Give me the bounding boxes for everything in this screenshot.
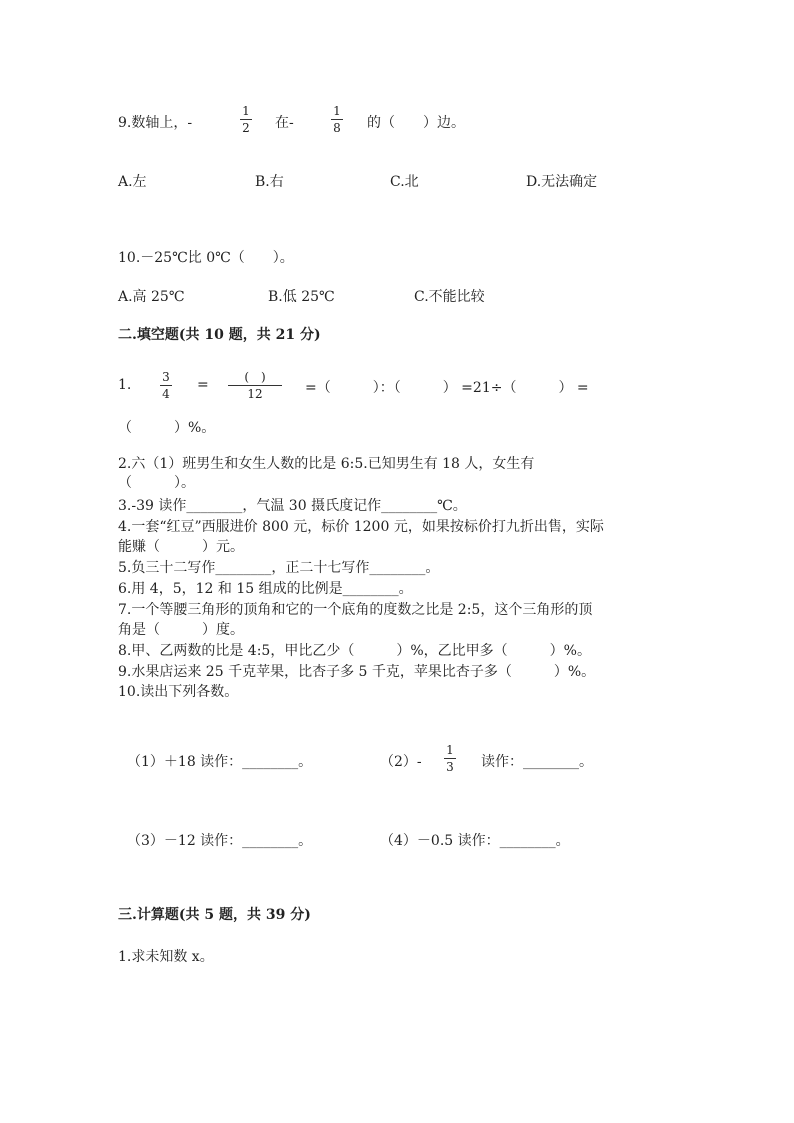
s2q1-equals: =	[197, 377, 209, 393]
s2q8: 8.甲、乙两数的比是 4:5，甲比乙少（ ）%，乙比甲多（ ）%。	[118, 643, 591, 659]
q9-fraction-half	[240, 104, 252, 135]
s2q6: 6.用 4，5，12 和 15 组成的比例是________。	[118, 581, 413, 597]
s2q1-prefix: 1.	[118, 377, 132, 393]
s2q1-frac2-num: ( )	[244, 370, 266, 384]
fraction-bar	[228, 385, 282, 386]
q9-option-a[interactable]: A.左	[118, 174, 147, 190]
section2-title: 二.填空题(共 10 题，共 21 分)	[118, 327, 321, 343]
q10-option-a[interactable]: A.高 25℃	[118, 289, 185, 305]
q9-fraction-eighth	[331, 104, 343, 135]
s2q3: 3.-39 读作________，气温 30 摄氏度记作________℃。	[118, 498, 467, 514]
s2q1-line2: （ ）%。	[118, 420, 216, 436]
s2q10-sub3: （3）－12 读作：________。	[127, 833, 313, 849]
s2q4-line1: 4.一套“红豆”西服进价 800 元，标价 1200 元，如果按标价打九折出售，实际	[118, 519, 604, 535]
q10-option-c[interactable]: C.不能比较	[414, 289, 485, 305]
s2q10: 10.读出下列各数。	[118, 684, 239, 700]
s2q10-sub1: （1）＋18 读作：________。	[127, 754, 313, 770]
q9-suffix: 的（ ）边。	[367, 115, 465, 131]
s2q2-line2: （ ）。	[118, 475, 195, 491]
section3-title: 三.计算题(共 5 题，共 39 分)	[118, 907, 311, 923]
fraction-bar	[160, 385, 172, 386]
s2q1-rest: =（ ）：（ ） =21÷（ ） =	[305, 380, 589, 396]
q10-text: 10.－25℃比 0℃（ ）。	[118, 250, 294, 266]
s2q9: 9.水果店运来 25 千克苹果，比杏子多 5 千克，苹果比杏子多（ ）%。	[118, 664, 596, 680]
q9-frac2-den: 8	[333, 121, 341, 135]
s2q1-fraction-three-quarters	[160, 370, 172, 401]
fraction-bar	[240, 119, 252, 120]
q9-option-c[interactable]: C.北	[390, 174, 419, 190]
s2q1-frac2-den: 12	[247, 387, 263, 401]
q9-frac1-num: 1	[242, 104, 250, 118]
fraction-bar	[331, 119, 343, 120]
s2q1-frac1-num: 3	[162, 370, 170, 384]
q10-option-b[interactable]: B.低 25℃	[268, 289, 335, 305]
q9-prefix: 9.数轴上，-	[118, 115, 193, 131]
s2q10-sub2-den: 3	[446, 760, 454, 774]
q9-option-b[interactable]: B.右	[255, 174, 284, 190]
q9-frac1-den: 2	[242, 121, 250, 135]
s2q1-fraction-blank-twelfths	[228, 370, 282, 401]
s2q10-sub2-prefix: （2）-	[380, 754, 422, 770]
s2q7-line1: 7.一个等腰三角形的顶角和它的一个底角的度数之比是 2:5，这个三角形的顶	[118, 602, 593, 618]
s3q1: 1.求未知数 x。	[118, 949, 214, 965]
q9-option-d[interactable]: D.无法确定	[526, 174, 598, 190]
s2q10-sub2-suffix: 读作：________。	[481, 754, 593, 770]
s2q10-sub4: （4）－0.5 读作：________。	[380, 833, 570, 849]
fraction-bar	[444, 758, 456, 759]
q9-frac2-num: 1	[333, 104, 341, 118]
s2q10-sub2-num: 1	[446, 743, 454, 757]
s2q1-frac1-den: 4	[162, 387, 170, 401]
s2q5: 5.负三十二写作________，正二十七写作________。	[118, 560, 440, 576]
s2q2-line1: 2.六（1）班男生和女生人数的比是 6:5.已知男生有 18 人，女生有	[118, 456, 535, 472]
q9-mid: 在-	[275, 115, 294, 131]
s2q4-line2: 能赚（ ）元。	[118, 539, 244, 555]
s2q7-line2: 角是（ ）度。	[118, 622, 244, 638]
s2q10-sub2-fraction-third	[444, 743, 456, 774]
